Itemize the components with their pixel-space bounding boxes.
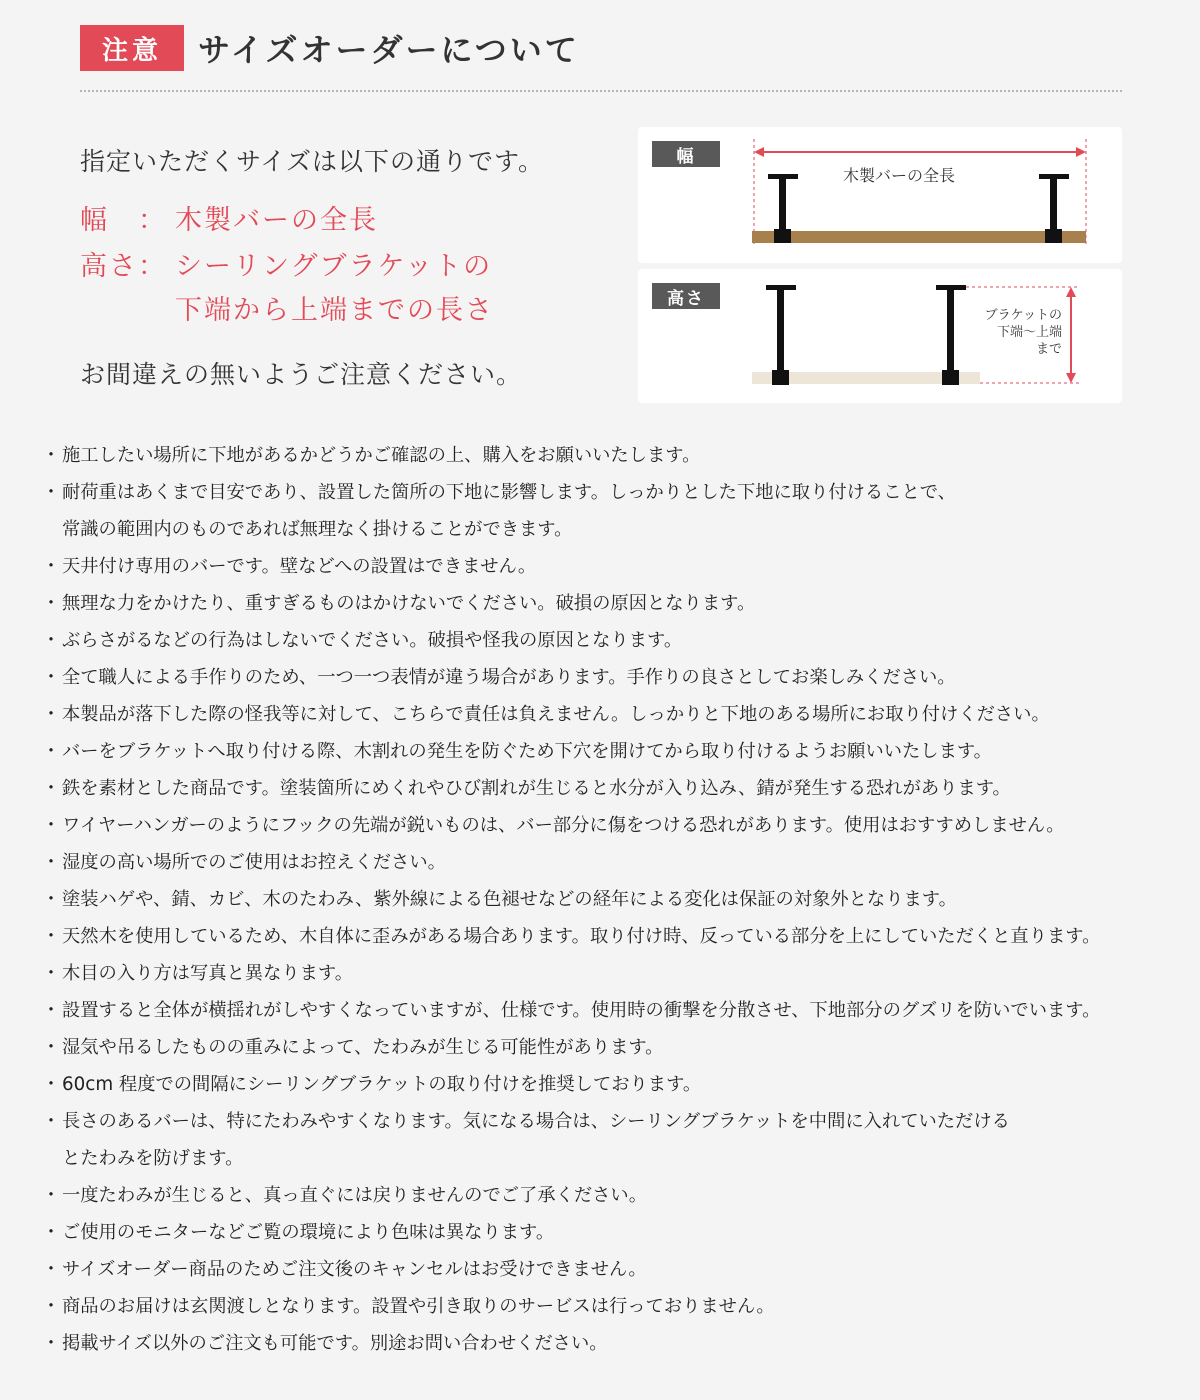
bracket-left-stem	[777, 285, 784, 375]
list-item: ・ 鉄を素材とした商品です。塗装箇所にめくれやひび割れが生じると水分が入り込み、錆が発生する恐れがあります。	[41, 778, 1011, 799]
height-tag: 高さ	[652, 283, 720, 309]
list-item: ・ 湿度の高い場所でのご使用はお控えください。	[41, 852, 446, 873]
list-item: ・ 天井付け専用のバーです。壁などへの設置はできません。	[41, 556, 537, 577]
caution-badge: 注意	[80, 25, 184, 71]
bracket-right-stem	[947, 285, 954, 375]
height-diagram-label-3: まで	[1035, 342, 1062, 357]
list-item: ・ 塗装ハゲや、錆、カビ、木のたわみ、紫外線による色褪せなどの経年による変化は保証の対象外となります。	[41, 889, 957, 910]
list-item: ・ 設置すると全体が横揺れがしやすくなっていますが、仕様です。使用時の衝撃を分散させ、下地部分のグズリを防いでいます。	[41, 1000, 1101, 1021]
page-title: サイズオーダーについて	[198, 31, 580, 69]
list-item: ・ ご使用のモニターなどご覧の環境により色味は異なります。	[41, 1222, 555, 1243]
notes-list	[40, 437, 1180, 1362]
width-diagram-label: 木製バーの全長	[843, 166, 956, 185]
height-arrow-down-icon	[1066, 373, 1076, 383]
height-diagram-label-1: ブラケットの	[984, 308, 1062, 323]
width-definition-value: 木製バーの全長	[175, 205, 378, 236]
width-definition	[80, 199, 620, 243]
width-arrow-left-icon	[754, 147, 764, 157]
list-item: ・ バーをブラケットへ取り付ける際、木割れの発生を防ぐため下穴を開けてから取り付けるようお願いいたします。	[41, 741, 992, 762]
bracket-left-stem	[779, 174, 786, 234]
list-item: ・ 60cm 程度での間隔にシーリングブラケットの取り付けを推奨しております。	[41, 1074, 702, 1095]
height-definition-value-1: シーリングブラケットの	[175, 251, 493, 282]
list-item: ・ 長さのあるバーは、特にたわみやすくなります。気になる場合は、シーリングブラケットを中間に入れていただける とたわみを防げます。	[41, 1111, 1010, 1169]
list-item: ・ 掲載サイズ以外のご注文も可能です。別途お問い合わせください。	[41, 1333, 608, 1354]
bracket-left-base	[772, 370, 789, 385]
height-arrow-up-icon	[1066, 287, 1076, 297]
height-definition	[80, 245, 620, 333]
list-item: ・ サイズオーダー商品のためご注文後のキャンセルはお受けできません。	[41, 1259, 647, 1280]
intro-lead: 指定いただくサイズは以下の通りです。	[80, 147, 545, 176]
intro-caution: お間違えの無いようご注意ください。	[80, 360, 523, 389]
list-item: ・ 一度たわみが生じると、真っ直ぐには戻りませんのでご了承ください。	[41, 1185, 647, 1206]
bracket-right-base	[1045, 229, 1062, 243]
list-item: ・ 湿気や吊るしたものの重みによって、たわみが生じる可能性があります。	[41, 1037, 664, 1058]
wood-bar	[752, 231, 1086, 243]
height-definition-value-2: 下端から上端までの長さ	[175, 295, 494, 326]
bracket-right-base	[942, 370, 959, 385]
height-diagram-label	[960, 307, 1062, 358]
bracket-left-base	[774, 229, 791, 243]
width-diagram-graphic	[638, 127, 1122, 263]
list-item: ・ 耐荷重はあくまで目安であり、設置した箇所の下地に影響します。しっかりとした下地に取り付けることで、 常識の範囲内のものであれば無理なく掛けることができます。	[41, 482, 956, 540]
list-item: ・ ワイヤーハンガーのようにフックの先端が鋭いものは、バー部分に傷をつける恐れがあります。使用はおすすめしません。	[41, 815, 1065, 836]
size-definition	[80, 143, 620, 391]
list-item: ・ 商品のお届けは玄関渡しとなります。設置や引き取りのサービスは行っておりません。	[41, 1296, 775, 1317]
list-item: ・ 無理な力をかけたり、重すぎるものはかけないでください。破損の原因となります。	[41, 593, 756, 614]
list-item: ・ 天然木を使用しているため、木自体に歪みがある場合あります。取り付け時、反っている部分を上にしていただくと直ります。	[41, 926, 1101, 947]
list-item: ・ 全て職人による手作りのため、一つ一つ表情が違う場合があります。手作りの良さとしてお楽しみください。	[41, 667, 956, 688]
width-arrow-right-icon	[1076, 147, 1086, 157]
width-tag: 幅	[652, 141, 720, 167]
height-definition-label: 高さ：	[80, 251, 167, 282]
bracket-right-stem	[1050, 174, 1057, 234]
list-item: ・ 施工したい場所に下地があるかどうかご確認の上、購入をお願いいたします。	[41, 445, 701, 466]
height-diagram	[638, 269, 1122, 403]
list-item: ・ 本製品が落下した際の怪我等に対して、こちらで責任は負えません。しっかりと下地のある場所にお取り付けください。	[41, 704, 1050, 725]
section-header	[80, 24, 580, 72]
list-item: ・ 木目の入り方は写真と異なります。	[41, 963, 354, 984]
width-diagram	[638, 127, 1122, 263]
dotted-divider	[80, 90, 1122, 92]
list-item: ・ ぶらさがるなどの行為はしないでください。破損や怪我の原因となります。	[41, 630, 683, 651]
width-definition-label: 幅 ：	[80, 205, 167, 236]
height-diagram-label-2: 下端～上端	[996, 325, 1062, 340]
